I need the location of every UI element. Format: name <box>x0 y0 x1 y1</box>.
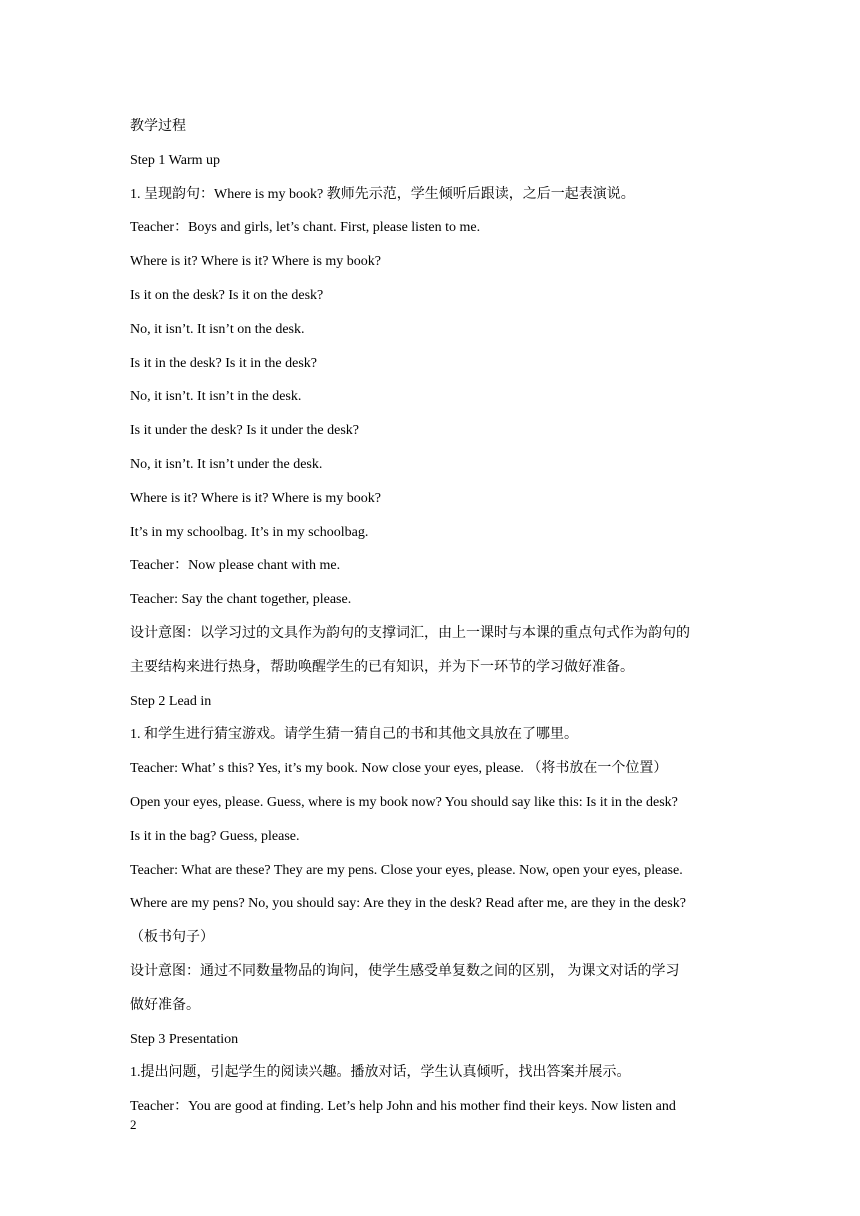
text-line: Is it under the desk? Is it under the desk? <box>130 423 359 439</box>
text-line: Teacher：You are good at finding. Let’s help John and his mother find their keys. Now listen and <box>130 1099 676 1115</box>
text-line: Where is it? Where is it? Where is my book? <box>130 490 382 506</box>
text-line: Step 3 Presentation <box>130 1031 239 1047</box>
text-line: No, it isn’t. It isn’t on the desk. <box>130 321 305 337</box>
text-line: Open your eyes, please. Guess, where is my book now? You should say like this: Is it in the desk? <box>130 794 678 810</box>
text-line: Step 1 Warm up <box>130 152 220 168</box>
document-body <box>130 110 742 1124</box>
text-line: 1. 和学生进行猜宝游戏。请学生猜一猜自己的书和其他文具放在了哪里。 <box>130 727 578 743</box>
text-line: Teacher: What are these? They are my pens. Close your eyes, please. Now, open your eyes, please. <box>130 862 683 878</box>
text-line: 1.提出问题，引起学生的阅读兴趣。播放对话，学生认真倾听，找出答案并展示。 <box>130 1065 631 1081</box>
text-line: Is it on the desk? Is it on the desk? <box>130 287 324 303</box>
page-number: 2 <box>130 1117 137 1132</box>
text-line: 教学过程 <box>130 119 186 134</box>
text-line: Where is it? Where is it? Where is my book? <box>130 254 382 270</box>
text-line: Is it in the bag? Guess, please. <box>130 828 300 844</box>
text-line: 设计意图：以学习过的文具作为韵句的支撑词汇，由上一课时与本课的重点句式作为韵句的 <box>130 625 690 641</box>
text-line: 1. 呈现韵句：Where is my book? 教师先示范，学生倾听后跟读，之后一起表演说。 <box>130 186 635 202</box>
text-line: 设计意图：通过不同数量物品的询问，使学生感受单复数之间的区别， 为课文对话的学习 <box>130 963 680 979</box>
text-line: （板书句子） <box>130 930 214 946</box>
text-line: Teacher: Say the chant together, please. <box>130 592 352 608</box>
text-line: Teacher：Boys and girls, let’s chant. First, please listen to me. <box>130 220 481 236</box>
text-line: Teacher: What’ s this? Yes, it’s my book. Now close your eyes, please. （将书放在一个位置） <box>130 761 668 777</box>
text-line: No, it isn’t. It isn’t in the desk. <box>130 389 302 405</box>
text-line: Step 2 Lead in <box>130 693 212 709</box>
text-line: Teacher：Now please chant with me. <box>130 558 341 574</box>
text-line: No, it isn’t. It isn’t under the desk. <box>130 456 323 472</box>
text-line: Where are my pens? No, you should say: Are they in the desk? Read after me, are they in the desk? <box>130 896 686 912</box>
text-line: 做好准备。 <box>130 997 200 1013</box>
text-line: It’s in my schoolbag. It’s in my schoolbag. <box>130 524 369 540</box>
text-line: Is it in the desk? Is it in the desk? <box>130 355 318 371</box>
text-line: 主要结构来进行热身，帮助唤醒学生的已有知识，并为下一环节的学习做好准备。 <box>130 659 634 675</box>
